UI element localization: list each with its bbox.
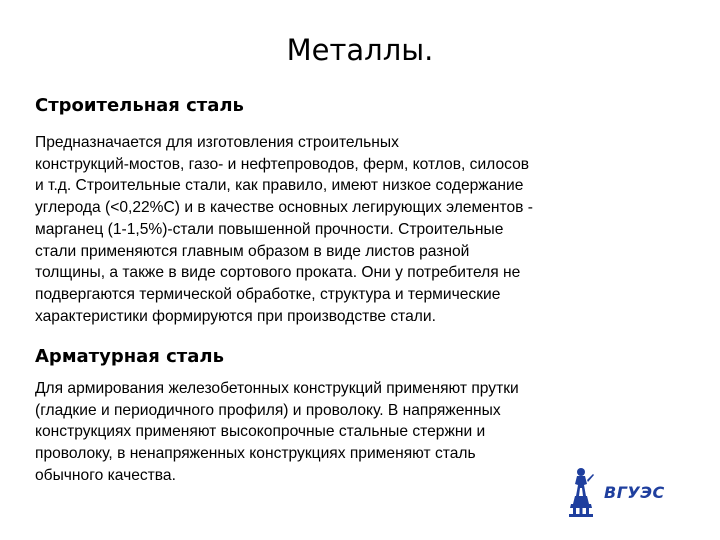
text-line: стали применяются главным образом в виде листов разной: [35, 242, 470, 260]
section-text-rebar-steel: [35, 378, 519, 487]
text-line: характеристики формируются при производстве стали.: [35, 307, 436, 325]
university-logo: [566, 466, 676, 518]
section-heading-structural-steel: Строительная сталь: [35, 95, 244, 116]
text-line: марганец (1-1,5%)-стали повышенной прочности. Строительные: [35, 220, 504, 238]
text-line: толщины, а также в виде сортового проката. Они у потребителя не: [35, 264, 521, 282]
text-line: конструкциях применяют высокопрочные стальные стержни и: [35, 423, 486, 441]
logo-text: ВГУЭС: [604, 483, 665, 502]
text-line: углерода (<0,22%С) и в качестве основных легирующих элементов -: [35, 199, 533, 217]
text-line: Для армирования железобетонных конструкций применяют прутки: [35, 380, 519, 397]
text-line: проволоку, в ненапряженных конструкциях применяют сталь: [35, 445, 476, 463]
text-line: Предназначается для изготовления строительных: [35, 134, 399, 151]
section-text-structural-steel: [35, 132, 533, 327]
text-line: подвергаются термической обработке, структура и термические: [35, 285, 501, 303]
text-line: (гладкие и периодичного профиля) и проволоку. В напряженных: [35, 401, 501, 419]
section-heading-rebar-steel: Арматурная сталь: [35, 346, 224, 367]
text-line: конструкций-мостов, газо- и нефтепроводов, ферм, котлов, силосов: [35, 155, 530, 173]
text-line: и т.д. Строительные стали, как правило, имеют низкое содержание: [35, 177, 524, 195]
university-emblem-icon: [566, 466, 596, 518]
slide-title: Металлы.: [286, 33, 434, 67]
text-line: обычного качества.: [35, 466, 176, 484]
